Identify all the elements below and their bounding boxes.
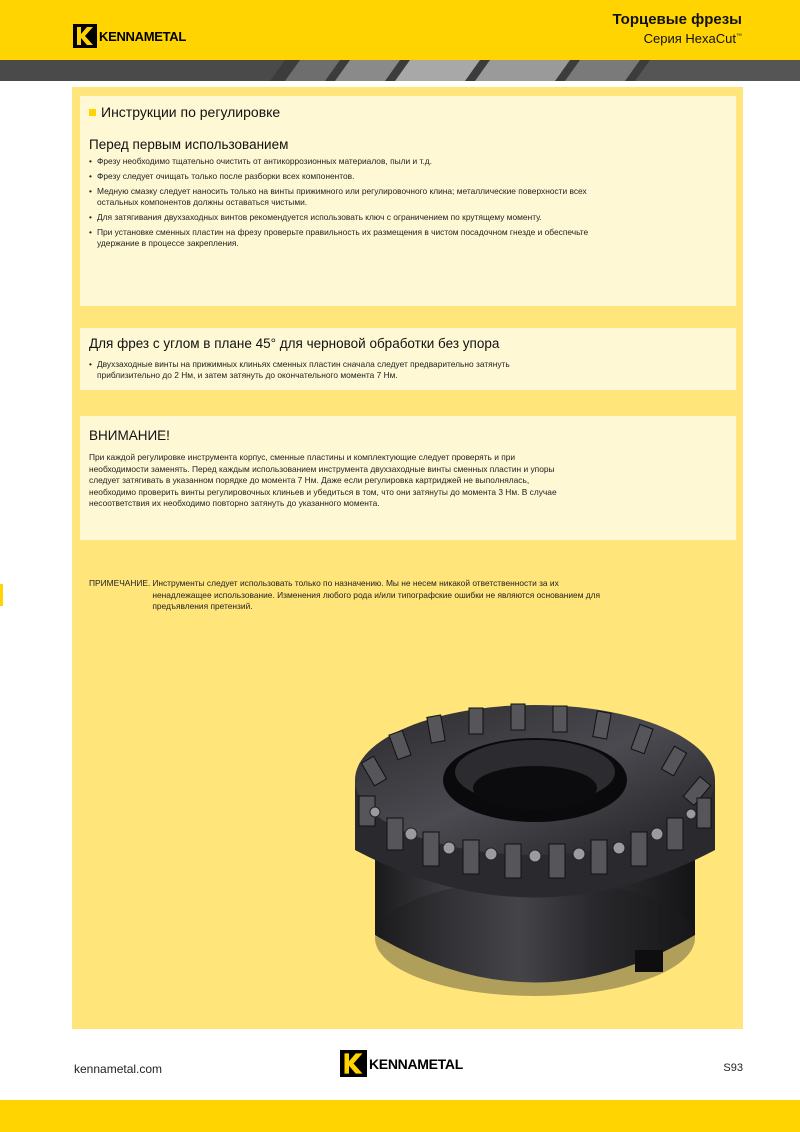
kennametal-k-icon — [73, 24, 97, 48]
footer-logo-wordmark: KENNAMETAL — [369, 1055, 463, 1072]
roughing-list — [89, 359, 554, 385]
page-number: S93 — [723, 1062, 743, 1074]
logo-wordmark: KENNAMETAL — [99, 28, 187, 44]
kennametal-k-icon — [340, 1050, 367, 1077]
list-item: • Двухзаходные винты на прижимных клиньях сменных пластин сначала следует предварительно затянуть приблизительно до 2 Нм, и затем затянуть до окончательного момента 7 Нм. — [89, 359, 554, 381]
subheading-roughing: Для фрез с углом в плане 45° для черновой обработки без упора — [89, 336, 500, 351]
list-item: • При установке сменных пластин на фрезу проверьте правильность их размещения в чистом посадочном гнезде и обеспечьте удержание в процессе закрепления. — [89, 227, 599, 249]
list-item: • Фрезу необходимо тщательно очистить от антикоррозионных материалов, пыли и т.д. — [89, 156, 599, 167]
list-item: • Для затягивания двухзаходных винтов рекомендуется использовать ключ с ограничением по крутящему моменту. — [89, 212, 599, 223]
hexacut-cutter-image — [345, 700, 725, 1000]
list-item: • Медную смазку следует наносить только на винты прижимного или регулировочного клина; металлические поверхности всех остальных компонентов должны оставаться чистыми. — [89, 186, 599, 208]
section-heading-text: Инструкции по регулировке — [101, 104, 281, 120]
square-bullet-icon — [89, 109, 96, 116]
footer-kennametal-logo — [340, 1050, 463, 1077]
note-label: ПРИМЕЧАНИЕ. — [89, 578, 151, 588]
subtitle-text: Серия HexaCut — [643, 31, 736, 46]
page-title: Торцевые фрезы — [612, 11, 742, 28]
header-stripes — [0, 60, 800, 81]
kennametal-logo — [73, 24, 186, 48]
list-item: • Фрезу следует очищать только после разборки всех компонентов. — [89, 171, 599, 182]
first-use-list — [89, 156, 599, 253]
warning-text: При каждой регулировке инструмента корпус, сменные пластины и комплектующие следует проверять и при необходимости заменять. Перед каждым использованием инструмента двухзаходные винты сменных пластин и упоры следует затягивать в указанном порядке до момента 7 Нм. Даже если регулировка картриджей не выполнялась, необходимо проверить винты регулировочных клиньев и убедиться в том, что они затянуты до момента 3 Нм. В случае несоответствия их необходимо повторно затянуть до указанного момента. — [89, 452, 557, 508]
disclaimer-note — [89, 578, 609, 613]
page-subtitle — [644, 31, 742, 46]
warning-heading: ВНИМАНИЕ! — [89, 428, 170, 443]
section-heading — [89, 104, 280, 120]
footer-bar — [0, 1100, 800, 1132]
edge-tab — [0, 584, 3, 606]
website-link[interactable]: kennametal.com — [74, 1062, 163, 1076]
trademark-sign: ™ — [736, 33, 742, 40]
note-text: Инструменты следует использовать только по назначению. Мы не несем никакой ответственности за их ненадлежащее использование. Изменения любого рода и/или типографские ошибки не являются основанием для предъявления претензий. — [152, 578, 601, 611]
subheading-first-use: Перед первым использованием — [89, 137, 289, 152]
